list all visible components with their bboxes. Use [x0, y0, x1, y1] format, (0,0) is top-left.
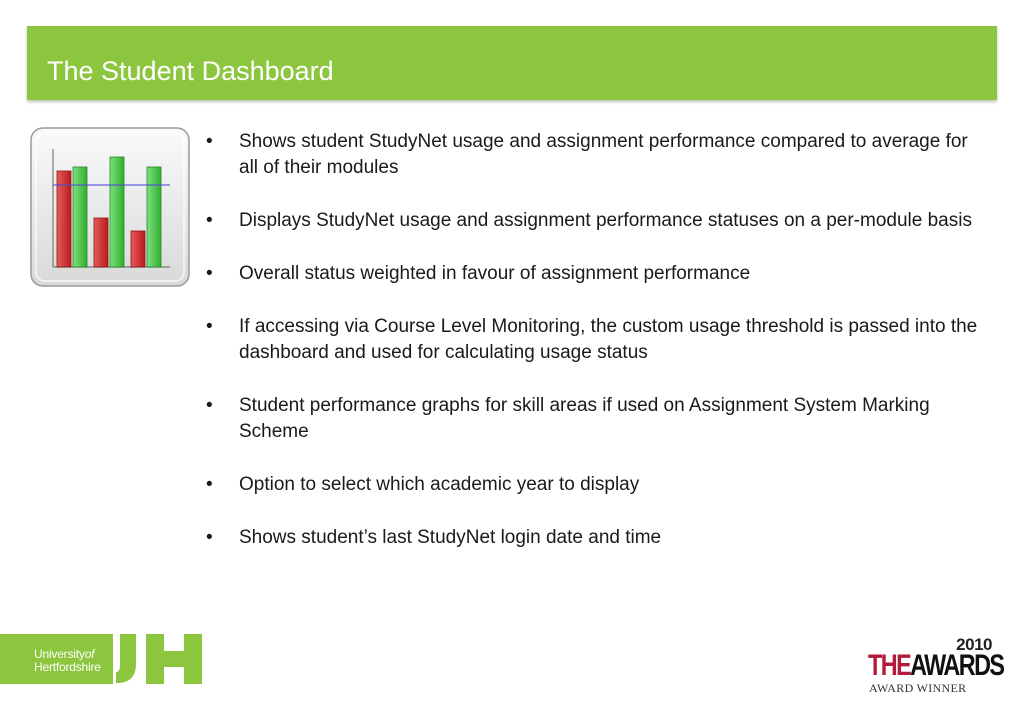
- bullet-glyph: •: [206, 210, 213, 231]
- bullet-list: [206, 129, 986, 578]
- list-item: [206, 472, 986, 498]
- chart-bar: [131, 231, 145, 267]
- bullet-glyph: •: [206, 395, 213, 416]
- page-title: The Student Dashboard: [47, 56, 334, 86]
- awards-subtitle: AWARD WINNER: [869, 681, 967, 695]
- list-item: [206, 208, 986, 234]
- university-logo: [0, 634, 205, 684]
- bullet-text: Shows student’s last StudyNet login date and time: [239, 527, 662, 548]
- bullet-text: Option to select which academic year to display: [239, 474, 640, 495]
- list-item: [206, 525, 986, 551]
- chart-bar: [147, 167, 161, 267]
- university-name-line2: Hertfordshire: [34, 660, 101, 674]
- bullet-text: Overall status weighted in favour of assignment performance: [239, 263, 751, 284]
- chart-bar: [73, 167, 87, 267]
- list-item: [206, 129, 986, 181]
- bullet-glyph: •: [206, 316, 213, 337]
- awards-year: 2010: [956, 635, 992, 654]
- bullet-text: Student performance graphs for skill areas if used on Assignment System Marking Scheme: [239, 395, 930, 442]
- chart-bar: [110, 157, 124, 267]
- list-item: [206, 393, 986, 445]
- awards-logo: [866, 635, 1004, 696]
- awards-wordmark: THEAWARDS: [868, 649, 1004, 682]
- bullet-glyph: •: [206, 474, 213, 495]
- bullet-text: Shows student StudyNet usage and assignment performance compared to average for all of their modules: [239, 131, 968, 178]
- title-bar: [27, 26, 997, 100]
- list-item: [206, 314, 986, 366]
- bullet-glyph: •: [206, 131, 213, 152]
- uh-logo-icon: [116, 634, 206, 684]
- chart-bar: [94, 218, 108, 267]
- bullet-text: If accessing via Course Level Monitoring, the custom usage threshold is passed into the dashboard and used for calculating usage status: [239, 316, 978, 363]
- list-item: [206, 261, 986, 287]
- bullet-text: Displays StudyNet usage and assignment performance statuses on a per-module basis: [239, 210, 972, 231]
- bullet-glyph: •: [206, 527, 213, 548]
- university-logo-panel: [0, 634, 113, 684]
- bar-chart-icon: [30, 127, 190, 287]
- university-name-line1: Universityof: [34, 647, 95, 661]
- bullet-glyph: •: [206, 263, 213, 284]
